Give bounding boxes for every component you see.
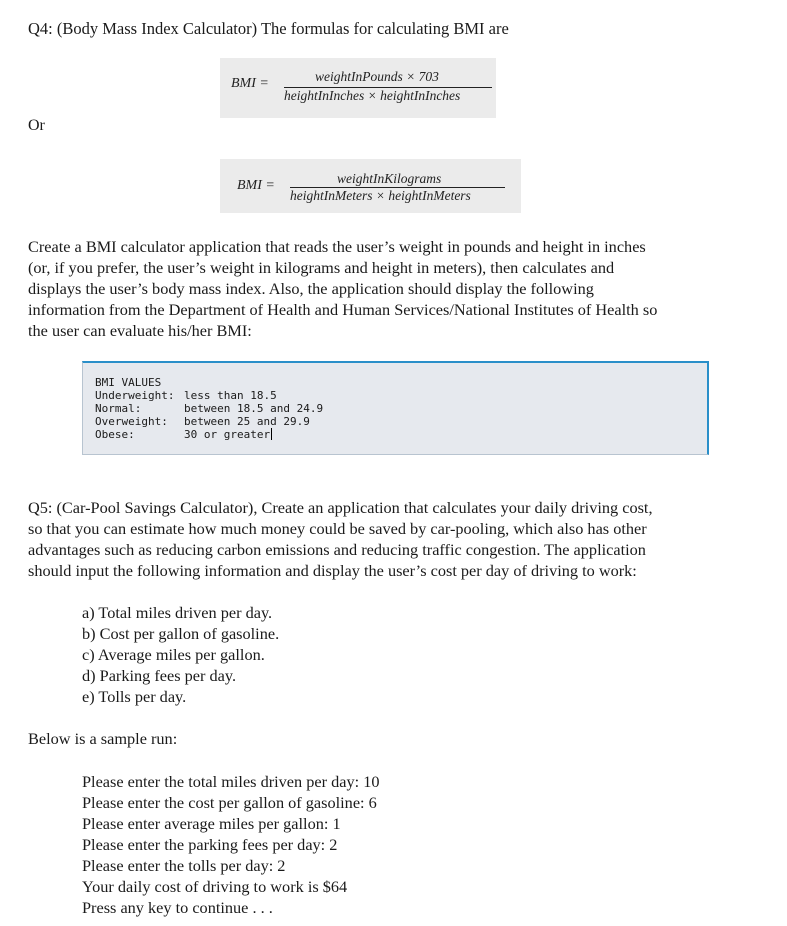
bmi-row-label: Normal: (95, 402, 142, 415)
bmi-row-value: 30 or greater (184, 428, 271, 441)
formula-lhs: BMI = (231, 76, 269, 91)
sample-run-line: Your daily cost of driving to work is $64 (82, 877, 348, 896)
sample-run-line: Please enter the parking fees per day: 2 (82, 835, 338, 854)
bmi-row-value: between 18.5 and 24.9 (184, 402, 324, 415)
formula-denominator: heightInMeters × heightInMeters (290, 188, 471, 203)
paragraph-line: Create a BMI calculator application that reads the user’s weight in pounds and height in inches (28, 237, 646, 256)
text-cursor (271, 428, 272, 440)
list-item: a) Total miles driven per day. (82, 603, 273, 622)
q5-input-list (82, 602, 279, 707)
sample-run-output (82, 771, 380, 918)
formula-lhs: BMI = (237, 178, 275, 193)
bmi-row-label: Overweight: (95, 415, 168, 428)
sample-run-line: Please enter the cost per gallon of gasoline: 6 (82, 793, 377, 812)
bmi-values-header: BMI VALUES (95, 376, 162, 389)
paragraph-line: Q5: (Car-Pool Savings Calculator), Create an application that calculates your daily driving cost, (28, 498, 653, 517)
sample-run-label: Below is a sample run: (28, 729, 178, 748)
paragraph-line: should input the following information and display the user’s cost per day of driving to work: (28, 561, 637, 580)
paragraph-line: information from the Department of Health and Human Services/National Institutes of Health so (28, 300, 658, 319)
list-item: d) Parking fees per day. (82, 666, 237, 685)
q4-title: Q4: (Body Mass Index Calculator) The formulas for calculating BMI are (28, 19, 509, 38)
sample-run-line: Press any key to continue . . . (82, 898, 273, 917)
paragraph-line: the user can evaluate his/her BMI: (28, 321, 252, 340)
list-item: c) Average miles per gallon. (82, 645, 265, 664)
bmi-row-value: less than 18.5 (184, 389, 277, 402)
list-item: e) Tolls per day. (82, 687, 187, 706)
bmi-row-value: between 25 and 29.9 (184, 415, 310, 428)
sample-run-line: Please enter the tolls per day: 2 (82, 856, 286, 875)
paragraph-line: so that you can estimate how much money could be saved by car-pooling, which also has other (28, 519, 647, 538)
bmi-values-box (82, 361, 709, 455)
formula-numerator: weightInPounds × 703 (315, 69, 439, 84)
bmi-row-label: Underweight: (95, 389, 175, 402)
paragraph-line: (or, if you prefer, the user’s weight in kilograms and height in meters), then calculates and (28, 258, 615, 277)
q4-description (28, 236, 657, 341)
sample-run-line: Please enter average miles per gallon: 1 (82, 814, 341, 833)
bmi-row-value-obese (184, 428, 272, 441)
sample-run-line: Please enter the total miles driven per day: 10 (82, 772, 380, 791)
formula-denominator: heightInInches × heightInInches (284, 88, 461, 103)
or-text: Or (28, 117, 45, 134)
formula-numerator: weightInKilograms (337, 171, 442, 186)
bmi-formula-kilograms (220, 159, 521, 213)
paragraph-line: displays the user’s body mass index. Also, the application should display the following (28, 279, 594, 298)
paragraph-line: advantages such as reducing carbon emissions and reducing traffic congestion. The application (28, 540, 646, 559)
bmi-formula-pounds (220, 58, 496, 118)
q5-description (28, 497, 653, 581)
bmi-row-label: Obese: (95, 428, 135, 441)
list-item: b) Cost per gallon of gasoline. (82, 624, 280, 643)
